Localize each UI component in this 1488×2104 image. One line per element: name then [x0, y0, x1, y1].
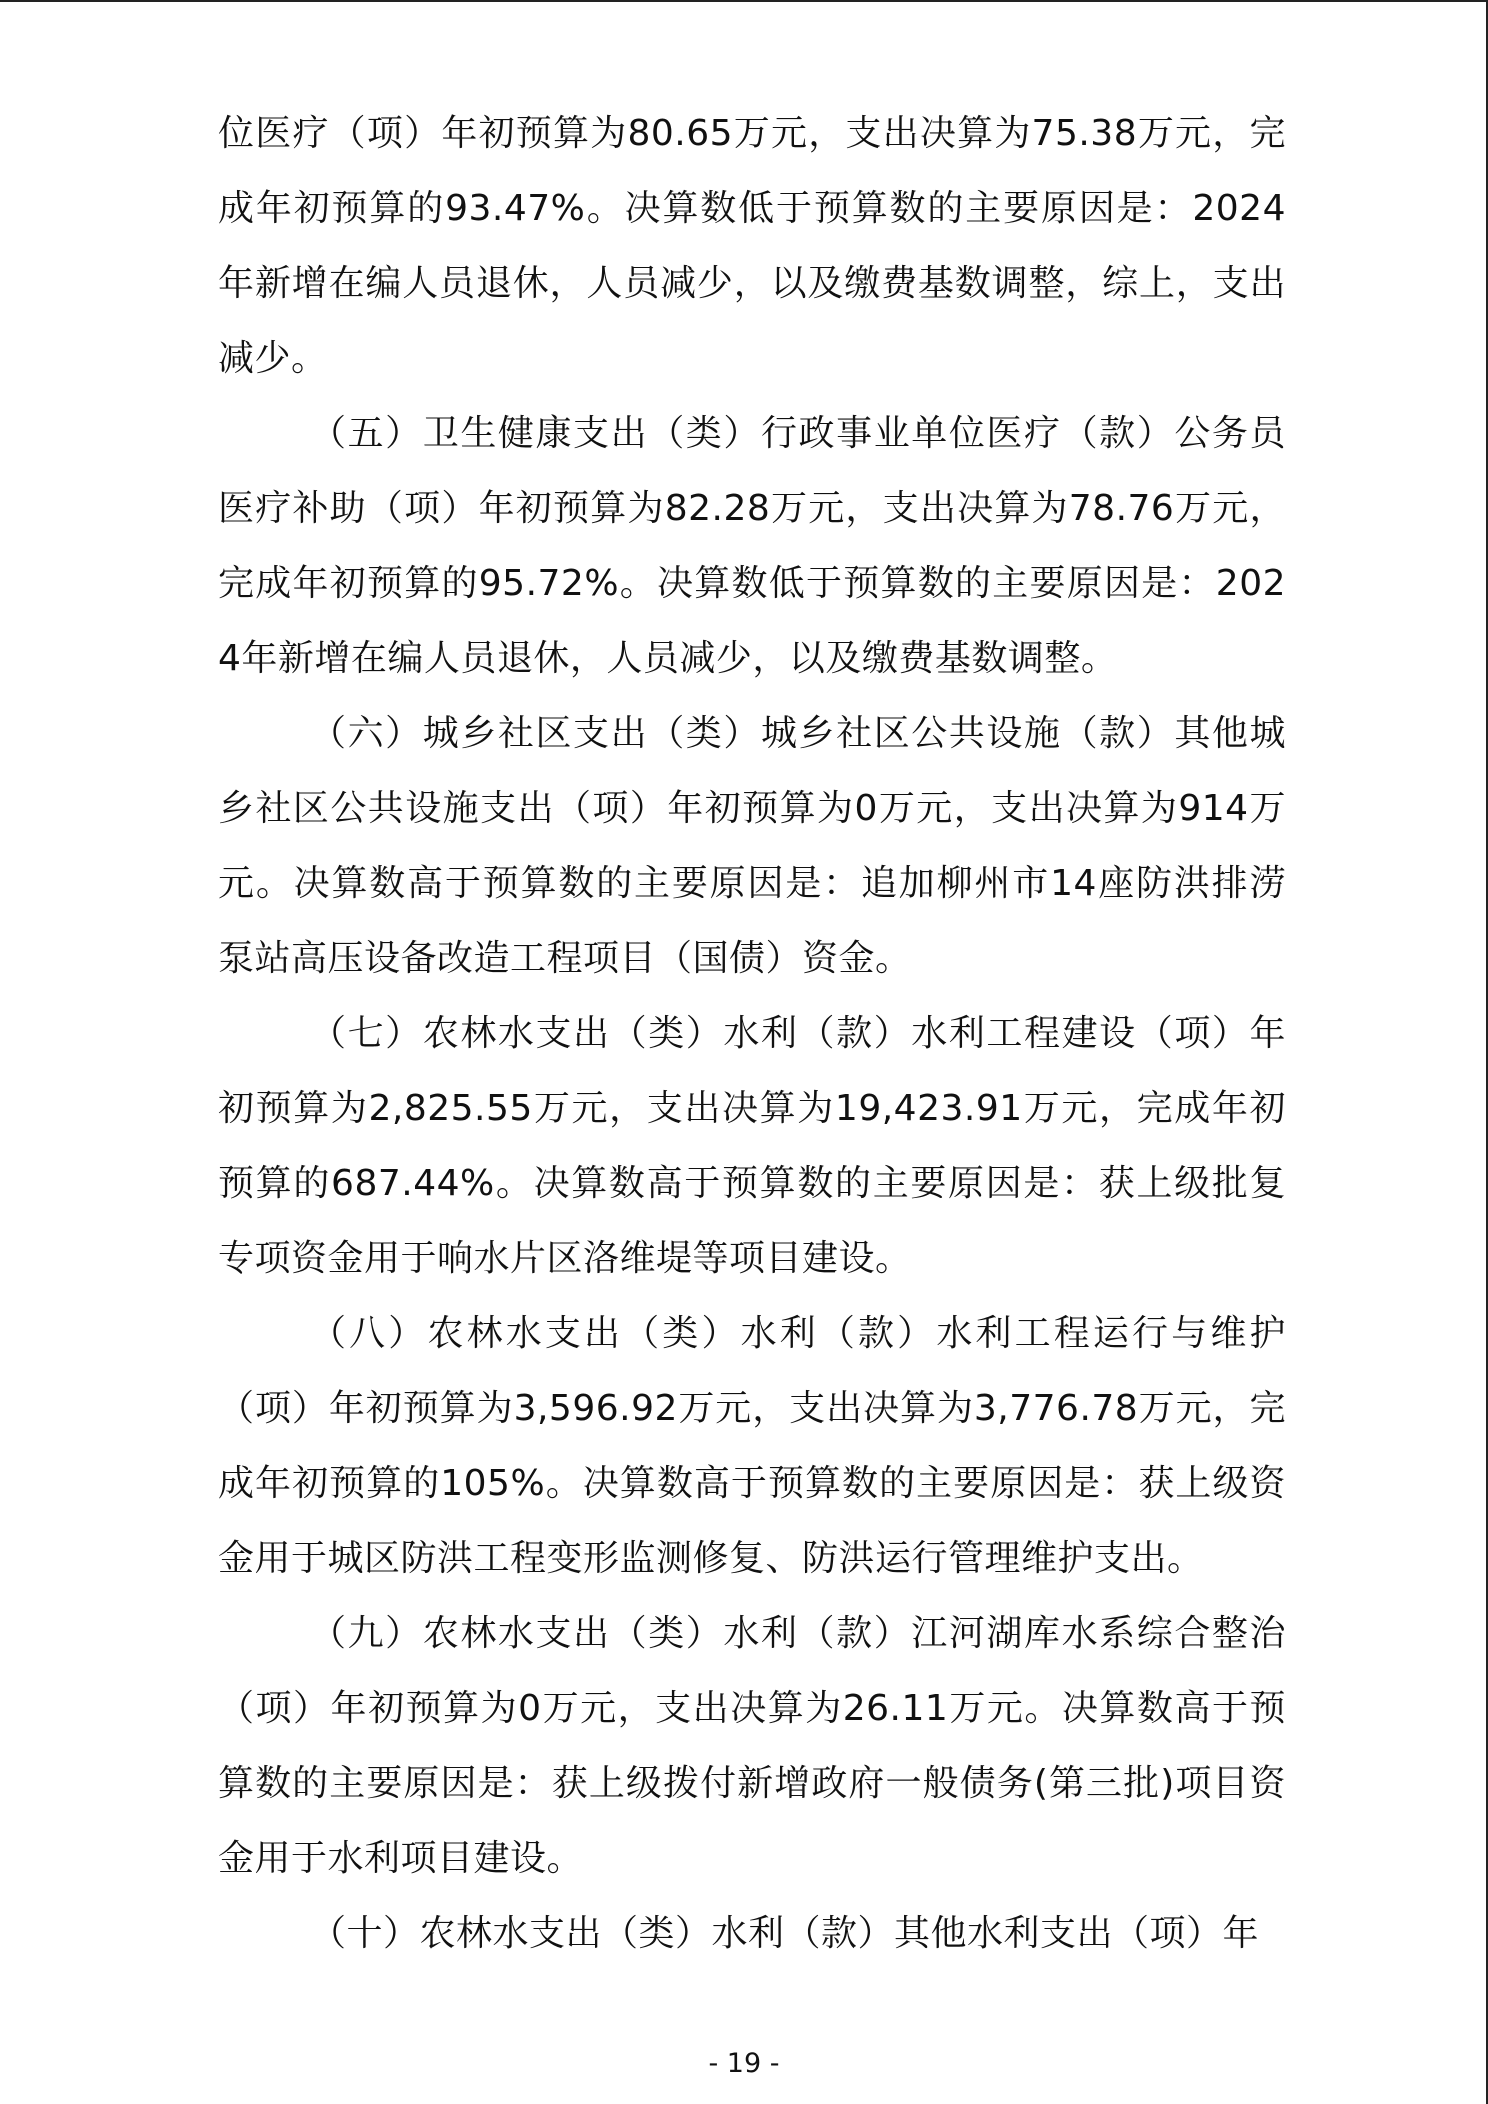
- paragraph-item-5: （五）卫生健康支出（类）行政事业单位医疗（款）公务员医疗补助（项）年初预算为82.28万元，支出决算为78.76万元，完成年初预算的95.72%。决算数低于预算数的主要原因是：2024年新增在编人员退休，人员减少，以及缴费基数调整。: [218, 413, 1286, 679]
- page-number: - 19 -: [708, 2048, 780, 2079]
- paragraph-item-6: （六）城乡社区支出（类）城乡社区公共设施（款）其他城乡社区公共设施支出（项）年初预算为0万元，支出决算为914万元。决算数高于预算数的主要原因是：追加柳州市14座防洪排涝泵站高压设备改造工程项目（国债）资金。: [218, 713, 1286, 979]
- paragraph-item-9: （九）农林水支出（类）水利（款）江河湖库水系综合整治（项）年初预算为0万元，支出决算为26.11万元。决算数高于预算数的主要原因是：获上级拨付新增政府一般债务(第三批)项目资金用于水利项目建设。: [218, 1613, 1286, 1879]
- paragraph-continuation: 位医疗（项）年初预算为80.65万元，支出决算为75.38万元，完成年初预算的93.47%。决算数低于预算数的主要原因是：2024年新增在编人员退休，人员减少，以及缴费基数调整，综上，支出减少。: [218, 113, 1286, 379]
- document-body: [218, 96, 1286, 1971]
- paragraph-item-8: （八）农林水支出（类）水利（款）水利工程运行与维护（项）年初预算为3,596.92万元，支出决算为3,776.78万元，完成年初预算的105%。决算数高于预算数的主要原因是：获上级资金用于城区防洪工程变形监测修复、防洪运行管理维护支出。: [218, 1313, 1286, 1579]
- paragraph-item-10: （十）农林水支出（类）水利（款）其他水利支出（项）年: [310, 1913, 1260, 1954]
- paragraph-item-7: （七）农林水支出（类）水利（款）水利工程建设（项）年初预算为2,825.55万元，支出决算为19,423.91万元，完成年初预算的687.44%。决算数高于预算数的主要原因是：获上级批复专项资金用于响水片区洛维堤等项目建设。: [218, 1013, 1286, 1279]
- page-border-top: [0, 0, 1488, 2]
